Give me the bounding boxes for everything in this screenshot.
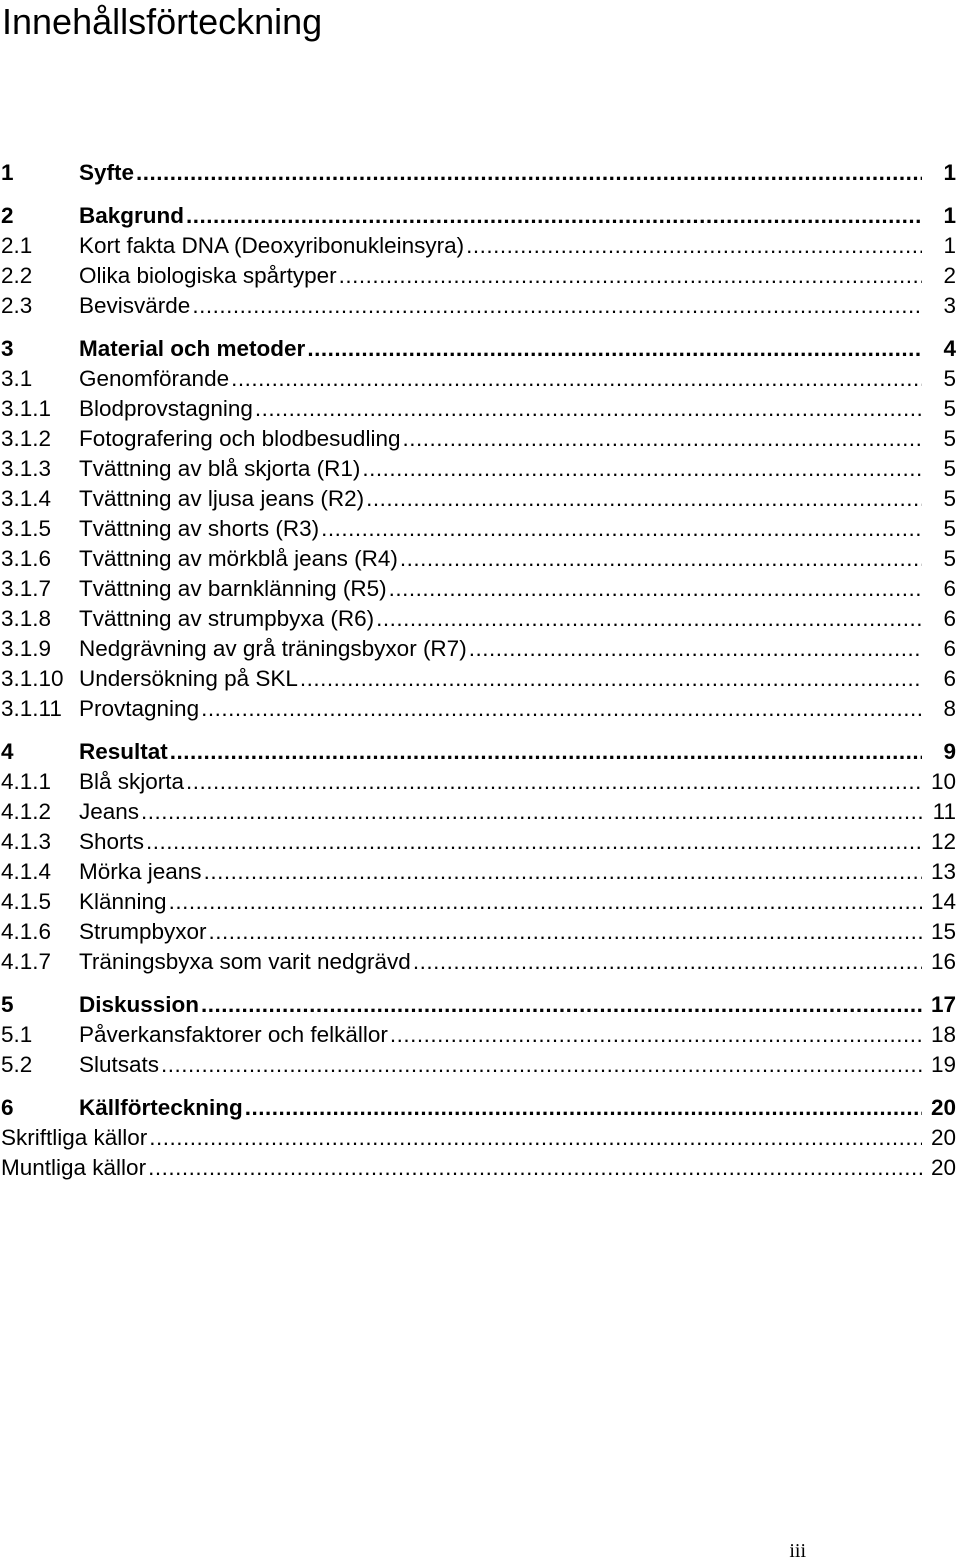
toc-entry[interactable] (0, 424, 960, 454)
toc-entry-title[interactable]: Klänning (79, 889, 167, 914)
toc-entry-page[interactable]: 20 (930, 1125, 956, 1150)
toc-dot-leader (204, 857, 922, 887)
toc-entry-page[interactable]: 5 (943, 426, 956, 451)
toc-dot-leader (186, 767, 922, 797)
toc-entry[interactable] (0, 737, 960, 767)
toc-entry-page[interactable]: 9 (943, 739, 956, 764)
toc-dot-leader (186, 201, 922, 231)
toc-entry-title[interactable]: Träningsbyxa som varit nedgrävd (79, 949, 411, 974)
toc-entry-title[interactable]: Tvättning av blå skjorta (R1) (79, 456, 361, 481)
toc-entry-page[interactable]: 5 (943, 486, 956, 511)
toc-entry[interactable] (0, 291, 960, 321)
toc-entry-page[interactable]: 16 (930, 949, 956, 974)
toc-entry-page[interactable]: 5 (943, 396, 956, 421)
toc-entry-title[interactable]: Jeans (79, 799, 140, 824)
toc-entry-title[interactable]: Påverkansfaktorer och felkällor (79, 1022, 388, 1047)
toc-entry-number: 2 (1, 203, 14, 228)
toc-dot-leader (192, 291, 922, 321)
toc-entry[interactable] (0, 454, 960, 484)
toc-dot-leader (376, 604, 922, 634)
toc-dot-leader (307, 334, 922, 364)
toc-entry-page[interactable]: 2 (943, 263, 956, 288)
toc-entry-number: 4.1.1 (1, 769, 52, 794)
toc-entry-title[interactable]: Blå skjorta (79, 769, 185, 794)
toc-entry[interactable] (0, 990, 960, 1020)
toc-entry-title[interactable]: Shorts (79, 829, 145, 854)
toc-entry-title[interactable]: Blodprovstagning (79, 396, 253, 421)
toc-dot-leader (400, 544, 922, 574)
toc-entry-number: 2.3 (1, 293, 33, 318)
toc-dot-leader (366, 484, 922, 514)
toc-dot-leader (170, 737, 922, 767)
toc-entry[interactable] (0, 484, 960, 514)
toc-entry-page[interactable]: 5 (943, 546, 956, 571)
toc-entry[interactable] (0, 1093, 960, 1123)
toc-dot-leader (136, 158, 922, 188)
toc-entry-number: 5 (1, 992, 14, 1017)
toc-entry-page[interactable]: 8 (943, 696, 956, 721)
toc-entry[interactable] (0, 574, 960, 604)
toc-entry-number: 3.1.6 (1, 546, 52, 571)
toc-entry-page[interactable]: 1 (943, 233, 956, 258)
toc-entry-number: 3.1.3 (1, 456, 52, 481)
toc-entry-page[interactable]: 15 (930, 919, 956, 944)
toc-entry-title[interactable]: Provtagning (79, 696, 200, 721)
toc-entry-title[interactable]: Material och metoder (79, 336, 306, 361)
toc-entry-title[interactable]: Genomförande (79, 366, 230, 391)
toc-entry-title[interactable]: Bevisvärde (79, 293, 191, 318)
toc-entry-number: 4 (1, 739, 14, 764)
toc-entry[interactable] (0, 797, 960, 827)
toc-entry[interactable] (0, 544, 960, 574)
toc-entry[interactable] (0, 827, 960, 857)
toc-dot-leader (161, 1050, 922, 1080)
toc-entry-page[interactable]: 11 (932, 799, 956, 824)
toc-entry-number: 4.1.6 (1, 919, 52, 944)
toc-entry[interactable] (0, 767, 960, 797)
toc-entry[interactable] (0, 231, 960, 261)
toc-entry-page[interactable]: 6 (943, 606, 956, 631)
toc-entry[interactable] (0, 394, 960, 424)
toc-entry-number: 3.1.4 (1, 486, 52, 511)
toc-entry-page[interactable]: 13 (930, 859, 956, 884)
page-number: iii (789, 1540, 806, 1562)
toc-entry-number: 3.1.1 (1, 396, 52, 421)
toc-entry[interactable] (0, 1123, 960, 1153)
toc-entry[interactable] (0, 334, 960, 364)
toc-entry-page[interactable]: 20 (930, 1155, 956, 1180)
toc-entry-title[interactable]: Mörka jeans (79, 859, 202, 884)
toc-entry-title[interactable]: Olika biologiska spårtyper (79, 263, 337, 288)
toc-dot-leader (245, 1093, 922, 1123)
toc-entry-title[interactable]: Nedgrävning av grå träningsbyxor (R7) (79, 636, 467, 661)
toc-entry[interactable] (0, 364, 960, 394)
toc-entry-title[interactable]: Muntliga källor (1, 1155, 147, 1180)
toc-entry-title[interactable]: Resultat (79, 739, 168, 764)
toc-entry[interactable] (0, 857, 960, 887)
toc-entry-number: 5.1 (1, 1022, 33, 1047)
toc-dot-leader (469, 634, 922, 664)
toc-entry-title[interactable]: Slutsats (79, 1052, 160, 1077)
toc-entry-number: 4.1.2 (1, 799, 52, 824)
toc-entry-number: 2.1 (1, 233, 33, 258)
toc-entry-number: 3.1.7 (1, 576, 52, 601)
toc-dot-leader (390, 1020, 922, 1050)
toc-entry[interactable] (0, 201, 960, 231)
toc-entry-title[interactable]: Bakgrund (79, 203, 185, 228)
toc-dot-leader (389, 574, 922, 604)
toc-dot-leader (146, 827, 922, 857)
toc-entry[interactable] (0, 917, 960, 947)
toc-entry-number: 6 (1, 1095, 14, 1120)
toc-entry[interactable] (0, 664, 960, 694)
toc-entry-title[interactable]: Tvättning av shorts (R3) (79, 516, 320, 541)
toc-entry-number: 3.1.9 (1, 636, 52, 661)
page-title: Innehållsförteckning (2, 1, 323, 42)
toc-entry-title[interactable]: Diskussion (79, 992, 200, 1017)
toc-entry[interactable] (0, 1153, 960, 1183)
toc-entry-title[interactable]: Strumpbyxor (79, 919, 207, 944)
toc-dot-leader (321, 514, 922, 544)
toc-entry[interactable] (0, 634, 960, 664)
table-of-contents (0, 158, 960, 1183)
toc-dot-leader (466, 231, 922, 261)
toc-entry-title[interactable]: Tvättning av strumpbyxa (R6) (79, 606, 375, 631)
toc-entry-page[interactable]: 5 (943, 516, 956, 541)
toc-entry-page[interactable]: 17 (930, 992, 956, 1017)
toc-dot-leader (209, 917, 922, 947)
toc-dot-leader (148, 1153, 922, 1183)
toc-entry-page[interactable]: 6 (943, 576, 956, 601)
toc-entry-number: 3.1 (1, 366, 33, 391)
toc-entry[interactable] (0, 694, 960, 724)
toc-entry-page[interactable]: 19 (930, 1052, 956, 1077)
toc-entry-page[interactable]: 6 (943, 666, 956, 691)
toc-entry-number: 3.1.10 (1, 666, 64, 691)
toc-entry-title[interactable]: Kort fakta DNA (Deoxyribonukleinsyra) (79, 233, 465, 258)
toc-entry-page[interactable]: 3 (943, 293, 956, 318)
toc-entry[interactable] (0, 514, 960, 544)
toc-entry-number: 5.2 (1, 1052, 33, 1077)
toc-entry-page[interactable]: 6 (943, 636, 956, 661)
toc-entry[interactable] (0, 158, 960, 188)
toc-entry-number: 4.1.3 (1, 829, 52, 854)
toc-entry-number: 4.1.4 (1, 859, 52, 884)
toc-dot-leader (255, 394, 922, 424)
toc-dot-leader (201, 990, 922, 1020)
toc-entry-title[interactable]: Undersökning på SKL (79, 666, 298, 691)
toc-dot-leader (402, 424, 922, 454)
toc-dot-leader (149, 1123, 922, 1153)
toc-entry-title[interactable]: Skriftliga källor (1, 1125, 148, 1150)
toc-entry-page[interactable]: 1 (943, 203, 956, 228)
toc-entry[interactable] (0, 887, 960, 917)
toc-dot-leader (141, 797, 922, 827)
toc-entry-page[interactable]: 14 (930, 889, 956, 914)
toc-dot-leader (169, 887, 922, 917)
toc-entry-page[interactable]: 1 (943, 160, 956, 185)
toc-dot-leader (231, 364, 922, 394)
toc-entry-number: 4.1.7 (1, 949, 52, 974)
toc-entry-page[interactable]: 10 (930, 769, 956, 794)
toc-entry-number: 3.1.8 (1, 606, 52, 631)
toc-dot-leader (339, 261, 922, 291)
toc-entry-page[interactable]: 5 (943, 366, 956, 391)
toc-entry-page[interactable]: 4 (943, 336, 956, 361)
toc-entry-page[interactable]: 5 (943, 456, 956, 481)
toc-entry[interactable] (0, 1020, 960, 1050)
toc-entry-number: 3.1.5 (1, 516, 52, 541)
toc-dot-leader (413, 947, 922, 977)
toc-entry-title[interactable]: Tvättning av barnklänning (R5) (79, 576, 387, 601)
toc-entry-title[interactable]: Källförteckning (79, 1095, 243, 1120)
toc-entry-title[interactable]: Fotografering och blodbesudling (79, 426, 401, 451)
toc-entry[interactable] (0, 261, 960, 291)
toc-entry-page[interactable]: 18 (930, 1022, 956, 1047)
toc-entry-number: 4.1.5 (1, 889, 52, 914)
toc-entry-title[interactable]: Tvättning av mörkblå jeans (R4) (79, 546, 398, 571)
toc-entry-number: 3.1.11 (1, 696, 62, 721)
toc-dot-leader (362, 454, 922, 484)
toc-entry[interactable] (0, 947, 960, 977)
toc-entry-number: 2.2 (1, 263, 33, 288)
toc-entry[interactable] (0, 604, 960, 634)
toc-entry[interactable] (0, 1050, 960, 1080)
toc-entry-number: 1 (1, 160, 14, 185)
toc-entry-page[interactable]: 12 (930, 829, 956, 854)
toc-entry-title[interactable]: Syfte (79, 160, 135, 185)
toc-entry-page[interactable]: 20 (930, 1095, 956, 1120)
toc-entry-number: 3 (1, 336, 14, 361)
toc-dot-leader (201, 694, 922, 724)
toc-entry-number: 3.1.2 (1, 426, 52, 451)
toc-entry-title[interactable]: Tvättning av ljusa jeans (R2) (79, 486, 365, 511)
toc-dot-leader (300, 664, 922, 694)
